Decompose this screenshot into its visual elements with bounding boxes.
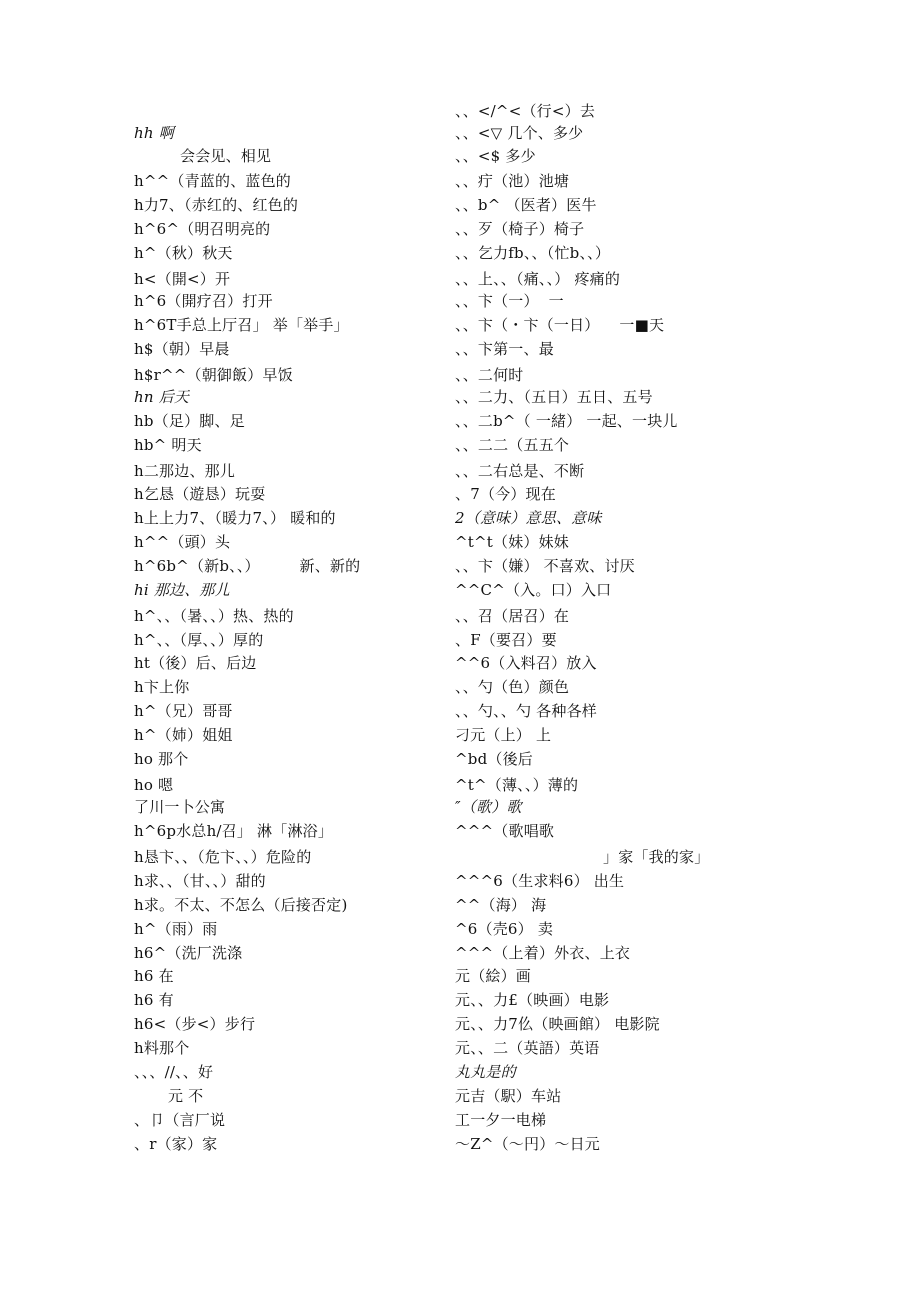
right-vocab-entry: 、、勺（色）颜色	[455, 678, 570, 696]
right-vocab-entry: ^t^t（妹）妹妹	[455, 533, 569, 551]
left-vocab-entry: ho 嗯	[134, 776, 174, 794]
right-vocab-entry: ^bd（後后	[455, 750, 533, 768]
right-vocab-entry: 、、二右总是、不断	[455, 462, 585, 480]
right-vocab-entry: 2（意味）意思、意味	[455, 509, 602, 527]
left-vocab-entry: h^^（頭）头	[134, 533, 231, 551]
right-vocab-entry: 刁元（上） 上	[455, 726, 552, 744]
right-vocab-entry: 丸丸是的	[455, 1063, 516, 1081]
right-vocab-entry: 、、召（居召）在	[455, 607, 570, 625]
right-vocab-entry: 」家「我的家」	[603, 848, 710, 866]
left-vocab-entry: h^6p水总h/召」 淋「淋浴」	[134, 822, 334, 840]
right-vocab-entry: 元（絵）画	[455, 967, 532, 985]
right-vocab-entry: ^^（海） 海	[455, 896, 547, 914]
right-vocab-entry: 、、卞（一） 一	[455, 292, 564, 310]
right-vocab-entry: 、、<$ 多少	[455, 147, 536, 165]
right-vocab-entry: 、F（要召）要	[455, 631, 557, 649]
left-vocab-entry: h^^（青蓝的、蓝色的	[134, 172, 291, 190]
right-vocab-entry: ^^6（入料召）放入	[455, 654, 597, 672]
right-vocab-entry: ″（歌）歌	[455, 798, 522, 816]
left-vocab-entry: 、、、//、、好	[134, 1063, 214, 1081]
left-vocab-entry: h上上力7、（暖力7、） 暖和的	[134, 509, 336, 527]
right-vocab-entry: 、、歹（椅子）椅子	[455, 220, 585, 238]
left-vocab-entry: hb（足）脚、足	[134, 412, 245, 430]
left-vocab-entry: h$（朝）早晨	[134, 340, 230, 358]
right-vocab-entry: 、、卞（・卞（一日） 一■天	[455, 316, 665, 334]
left-vocab-entry: h6 有	[134, 991, 174, 1009]
left-vocab-entry: hh 啊	[134, 124, 174, 142]
right-vocab-entry: ～Z^（～円）～日元	[455, 1135, 600, 1153]
left-vocab-entry: hi 那边、那儿	[134, 581, 230, 599]
left-vocab-entry: h二那边、那儿	[134, 462, 236, 480]
left-vocab-entry: h^6T手总上厅召」 举「举手」	[134, 316, 349, 334]
right-vocab-entry: 、、乞力fb、、（忙b、、）	[455, 244, 611, 262]
left-vocab-entry: 了川一卜公寓	[134, 798, 226, 816]
left-vocab-entry: h求、、（甘、、）甜的	[134, 872, 266, 890]
right-vocab-entry: ^^C^（入。口）入口	[455, 581, 612, 599]
left-vocab-entry: h乞恳（遊恳）玩耍	[134, 485, 266, 503]
left-vocab-entry: ho 那个	[134, 750, 189, 768]
right-vocab-entry: 、、疔（池）池塘	[455, 172, 570, 190]
left-vocab-entry: h<（開<）开	[134, 270, 231, 288]
right-vocab-entry: 、7（今）现在	[455, 485, 556, 503]
left-vocab-entry: h^6（開疗召）打开	[134, 292, 273, 310]
left-vocab-entry: h6^（洗厂洗涤	[134, 944, 243, 962]
right-vocab-entry: 、、</^<（行<）去	[455, 102, 596, 120]
left-vocab-entry: h^（雨）雨	[134, 920, 218, 938]
right-vocab-entry: 、、b^ （医者）医牛	[455, 196, 597, 214]
right-vocab-entry: 元、、力£（映画）电影	[455, 991, 610, 1009]
left-vocab-entry: h料那个	[134, 1039, 190, 1057]
left-vocab-entry: h^（姉）姐姐	[134, 726, 233, 744]
left-vocab-entry: ht（後）后、后边	[134, 654, 257, 672]
right-vocab-entry: 元吉（駅）车站	[455, 1087, 562, 1105]
right-vocab-entry: 、、二b^（ 一緒） 一起、一块儿	[455, 412, 678, 430]
left-vocab-entry: h$r^^（朝御飯）早饭	[134, 366, 293, 384]
left-vocab-entry: 会会见、相见	[180, 147, 272, 165]
left-vocab-entry: h6 在	[134, 967, 174, 985]
left-vocab-entry: h^6^（明召明亮的	[134, 220, 271, 238]
left-vocab-entry: h^6b^（新b、、） 新、新的	[134, 557, 361, 575]
right-vocab-entry: 元、、二（英語）英语	[455, 1039, 600, 1057]
right-vocab-entry: 元、、力7仫（映画館） 电影院	[455, 1015, 660, 1033]
right-vocab-entry: 、、卞第一、最	[455, 340, 554, 358]
left-vocab-entry: 、r（家）家	[134, 1135, 218, 1153]
right-vocab-entry: 、、卞（嫌） 不喜欢、讨厌	[455, 557, 635, 575]
right-vocab-entry: ^t^（薄、、）薄的	[455, 776, 579, 794]
left-vocab-entry: 、卩（言厂说	[134, 1111, 226, 1129]
right-vocab-entry: 、、上、、（痛、、） 疼痛的	[455, 270, 621, 288]
left-vocab-entry: h^（兄）哥哥	[134, 702, 233, 720]
right-vocab-entry: 工一夕一电梯	[455, 1111, 547, 1129]
left-vocab-entry: h^、、（暑、、）热、热的	[134, 607, 294, 625]
right-vocab-entry: ^^^6（生求料6） 出生	[455, 872, 625, 890]
left-vocab-entry: h求。不太、不怎么（后接否定)	[134, 896, 348, 914]
right-vocab-entry: 、、二力、（五日）五日、五号	[455, 388, 653, 406]
left-vocab-entry: h^（秋）秋天	[134, 244, 233, 262]
right-vocab-entry: 、、<▽ 几个、多少	[455, 124, 584, 142]
left-vocab-entry: h力7、（赤红的、红色的	[134, 196, 299, 214]
left-vocab-entry: hn 后天	[134, 388, 190, 406]
left-vocab-entry: h6<（步<）步行	[134, 1015, 256, 1033]
left-vocab-entry: h恳卞、、（危卞、、）危险的	[134, 848, 312, 866]
right-vocab-entry: ^6（壳6） 卖	[455, 920, 554, 938]
right-vocab-entry: 、、二何时	[455, 366, 524, 384]
right-vocab-entry: 、、勺、、勺 各种各样	[455, 702, 597, 720]
right-vocab-entry: ^^^（歌唱歌	[455, 822, 555, 840]
right-vocab-entry: 、、二二（五五个	[455, 436, 570, 454]
left-vocab-entry: 元 不	[168, 1087, 204, 1105]
right-vocab-entry: ^^^（上着）外衣、上衣	[455, 944, 631, 962]
left-vocab-entry: h^、、（厚、、）厚的	[134, 631, 264, 649]
left-vocab-entry: h卞上你	[134, 678, 190, 696]
left-vocab-entry: hb^ 明天	[134, 436, 202, 454]
